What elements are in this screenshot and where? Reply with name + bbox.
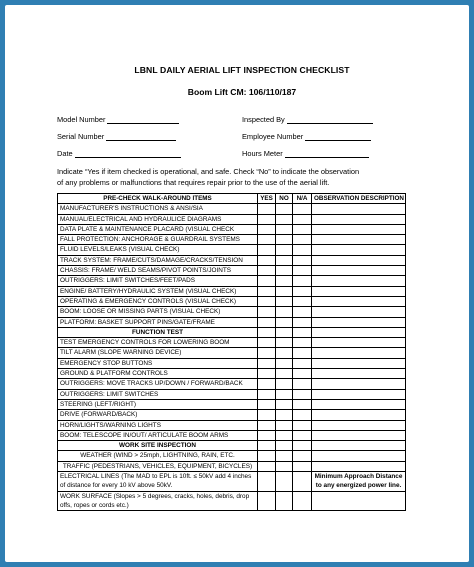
item-label: ENGINE/ BATTERY/HYDRAULIC SYSTEM (VISUAL CHECK) [58, 286, 258, 296]
header-na: N/A [293, 194, 312, 204]
no-cell[interactable] [276, 399, 293, 409]
yes-cell[interactable] [258, 255, 276, 265]
yes-cell[interactable] [258, 399, 276, 409]
observation-cell[interactable] [312, 245, 406, 255]
yes-cell[interactable] [258, 472, 276, 492]
instructions [57, 167, 427, 188]
section-header-row [58, 327, 406, 337]
na-cell[interactable] [293, 399, 312, 409]
na-cell[interactable] [293, 245, 312, 255]
no-cell[interactable] [276, 286, 293, 296]
item-label: HORN/LIGHTS/WARNING LIGHTS [58, 420, 258, 430]
observation-cell[interactable] [312, 286, 406, 296]
na-cell[interactable] [293, 472, 312, 492]
table-row [58, 338, 406, 348]
no-cell[interactable] [276, 255, 293, 265]
observation-cell[interactable] [312, 276, 406, 286]
na-cell[interactable] [293, 235, 312, 245]
na-cell[interactable] [293, 204, 312, 214]
na-cell[interactable] [293, 266, 312, 276]
observation-cell[interactable] [312, 491, 406, 511]
observation-cell[interactable] [312, 255, 406, 265]
na-cell[interactable] [293, 358, 312, 368]
na-cell[interactable] [293, 348, 312, 358]
no-cell[interactable] [276, 472, 293, 492]
table-header-row [58, 194, 406, 204]
observation-cell[interactable] [312, 235, 406, 245]
item-label: DRIVE (FORWARD/BACK) [58, 410, 258, 420]
document-title: LBNL DAILY AERIAL LIFT INSPECTION CHECKLIST [134, 65, 350, 75]
yes-cell[interactable] [258, 214, 276, 224]
no-cell[interactable] [276, 338, 293, 348]
na-cell[interactable] [293, 430, 312, 440]
no-cell[interactable] [276, 430, 293, 440]
no-cell[interactable] [276, 358, 293, 368]
electrical-lines-item: ELECTRICAL LINES (The MAD to EPL is 10ft. ≤ 50kV add 4 inches of distance for every 10 kV above 50kV. [58, 472, 258, 492]
header-no: NO [276, 194, 293, 204]
observation-cell[interactable] [312, 317, 406, 327]
table-row [58, 348, 406, 358]
item-label: PLATFORM: BASKET SUPPORT PINS/GATE/FRAME [58, 317, 258, 327]
worksite-title: WORK SITE INSPECTION [58, 441, 258, 451]
na-cell[interactable] [293, 286, 312, 296]
item-label: CHASSIS: FRAME/ WELD SEAMS/PIVOT POINTS/JOINTS [58, 266, 258, 276]
observation-cell[interactable] [312, 266, 406, 276]
date-line[interactable] [75, 149, 181, 158]
table-row [58, 266, 406, 276]
hours-meter-line[interactable] [285, 149, 369, 158]
observation-cell[interactable] [312, 399, 406, 409]
na-cell[interactable] [293, 491, 312, 511]
model-number-label: Model Number [57, 115, 106, 124]
na-cell[interactable] [293, 224, 312, 234]
employee-number-line[interactable] [305, 132, 371, 141]
table-row [58, 472, 406, 492]
table-row [58, 358, 406, 368]
serial-number-line[interactable] [106, 132, 176, 141]
observation-cell[interactable] [312, 204, 406, 214]
yes-cell[interactable] [258, 245, 276, 255]
no-cell[interactable] [276, 369, 293, 379]
observation-cell[interactable] [312, 296, 406, 306]
table-row [58, 317, 406, 327]
inspected-by-label: Inspected By [242, 115, 285, 124]
observation-cell[interactable] [312, 214, 406, 224]
no-cell[interactable] [276, 235, 293, 245]
no-cell[interactable] [276, 420, 293, 430]
section-header-row [58, 441, 406, 451]
observation-cell[interactable] [312, 420, 406, 430]
item-label: BOOM: TELESCOPE IN/OUT/ ARTICULATE BOOM ARMS [58, 430, 258, 440]
item-label: MANUAL/ELECTRICAL AND HYDRAULICE DIAGRAMS [58, 214, 258, 224]
table-row [58, 389, 406, 399]
no-cell[interactable] [276, 307, 293, 317]
table-body [58, 204, 406, 511]
yes-cell[interactable] [258, 224, 276, 234]
yes-cell[interactable] [258, 286, 276, 296]
observation-cell[interactable] [312, 224, 406, 234]
model-number-line[interactable] [107, 115, 179, 124]
yes-cell[interactable] [258, 451, 276, 461]
no-cell[interactable] [276, 410, 293, 420]
inspection-table [57, 193, 406, 511]
item-label: DATA PLATE & MAINTENANCE PLACARD (VISUAL CHECK [58, 224, 258, 234]
item-label: OPERATING & EMERGENCY CONTROLS (VISUAL CHECK) [58, 296, 258, 306]
table-row [58, 286, 406, 296]
na-cell[interactable] [293, 255, 312, 265]
table-row [58, 276, 406, 286]
table-row [58, 255, 406, 265]
observation-cell[interactable] [312, 389, 406, 399]
no-cell[interactable] [276, 214, 293, 224]
date-field[interactable] [57, 149, 242, 158]
yes-cell[interactable] [258, 276, 276, 286]
table-row [58, 214, 406, 224]
serial-number-field[interactable] [57, 132, 242, 141]
header-observation: OBSERVATION DESCRIPTION [312, 194, 406, 204]
na-cell[interactable] [293, 410, 312, 420]
na-cell[interactable] [293, 307, 312, 317]
traffic-item: TRAFFIC (PEDESTRIANS, VEHICLES, EQUIPMENT, BICYCLES) [58, 461, 258, 471]
observation-cell[interactable] [312, 358, 406, 368]
table-row [58, 430, 406, 440]
model-number-field[interactable] [57, 115, 242, 124]
table-row [58, 245, 406, 255]
serial-number-label: Serial Number [57, 132, 105, 141]
instructions-line-1: Indicate “Yes if item checked is operational, and safe. Check “No” to indicate the observation [57, 167, 360, 176]
no-cell[interactable] [276, 296, 293, 306]
mad-note: Minimum Approach Distance to any energized power line. [312, 472, 406, 492]
yes-cell[interactable] [258, 410, 276, 420]
header-fields [57, 107, 427, 158]
no-cell[interactable] [276, 389, 293, 399]
yes-cell[interactable] [258, 348, 276, 358]
item-label: OUTRIGGERS: MOVE TRACKS UP/DOWN / FORWARD/BACK [58, 379, 258, 389]
observation-cell[interactable] [312, 338, 406, 348]
no-cell[interactable] [276, 204, 293, 214]
hours-meter-label: Hours Meter [242, 149, 283, 158]
item-label: OUTRIGGERS: LIMIT SWITCHES/FEET/PADS [58, 276, 258, 286]
na-cell[interactable] [293, 420, 312, 430]
table-row [58, 461, 406, 471]
observation-cell[interactable] [312, 461, 406, 471]
yes-cell[interactable] [258, 491, 276, 511]
na-cell[interactable] [293, 389, 312, 399]
table-row [58, 420, 406, 430]
no-cell[interactable] [276, 461, 293, 471]
hours-meter-field[interactable] [242, 149, 427, 158]
na-cell[interactable] [293, 451, 312, 461]
item-label: STEERING (LEFT/RIGHT) [58, 399, 258, 409]
yes-cell[interactable] [258, 235, 276, 245]
na-cell[interactable] [293, 461, 312, 471]
table-row [58, 224, 406, 234]
table-row [58, 399, 406, 409]
employee-number-field[interactable] [242, 132, 427, 141]
table-row [58, 491, 406, 511]
table-row [58, 204, 406, 214]
item-label: BOOM: LOOSE OR MISSING PARTS (VISUAL CHECK) [58, 307, 258, 317]
yes-cell[interactable] [258, 296, 276, 306]
table-row [58, 235, 406, 245]
yes-cell[interactable] [258, 204, 276, 214]
table-row [58, 451, 406, 461]
work-surface-item: WORK SURFACE (Slopes > 5 degrees, cracks, holes, debris, drop offs, ropes or cords etc.) [58, 491, 258, 511]
item-label: GROUND & PLATFORM CONTROLS [58, 369, 258, 379]
item-label: OUTRIGGERS: LIMIT SWITCHES [58, 389, 258, 399]
na-cell[interactable] [293, 338, 312, 348]
item-label: FALL PROTECTION: ANCHORAGE & GUARDRAIL SYSTEMS [58, 235, 258, 245]
yes-cell[interactable] [258, 317, 276, 327]
yes-cell[interactable] [258, 358, 276, 368]
header-yes: YES [258, 194, 276, 204]
instructions-line-2: of any problems or malfunctions that requires repair prior to the use of the aerial lift. [57, 177, 330, 187]
table-row [58, 307, 406, 317]
yes-cell[interactable] [258, 461, 276, 471]
inspected-by-field[interactable] [242, 115, 427, 124]
observation-cell[interactable] [312, 348, 406, 358]
yes-cell[interactable] [258, 338, 276, 348]
no-cell[interactable] [276, 266, 293, 276]
no-cell[interactable] [276, 276, 293, 286]
yes-cell[interactable] [258, 266, 276, 276]
observation-cell[interactable] [312, 410, 406, 420]
table-row [58, 410, 406, 420]
observation-cell[interactable] [312, 451, 406, 461]
no-cell[interactable] [276, 245, 293, 255]
observation-cell[interactable] [312, 430, 406, 440]
no-cell[interactable] [276, 451, 293, 461]
observation-cell[interactable] [312, 307, 406, 317]
no-cell[interactable] [276, 348, 293, 358]
function-test-title: FUNCTION TEST [58, 327, 258, 337]
table-row [58, 379, 406, 389]
yes-cell[interactable] [258, 430, 276, 440]
na-cell[interactable] [293, 369, 312, 379]
item-label: TRACK SYSTEM: FRAME/CUTS/DAMAGE/CRACKS/TENSION [58, 255, 258, 265]
page-frame [5, 5, 469, 562]
na-cell[interactable] [293, 317, 312, 327]
inspected-by-line[interactable] [287, 115, 373, 124]
yes-cell[interactable] [258, 389, 276, 399]
observation-cell[interactable] [312, 369, 406, 379]
item-label: FLUID LEVELS/LEAKS (VISUAL CHECK) [58, 245, 258, 255]
item-label: EMERGENCY STOP BUTTONS [58, 358, 258, 368]
yes-cell[interactable] [258, 379, 276, 389]
observation-cell[interactable] [312, 379, 406, 389]
yes-cell[interactable] [258, 420, 276, 430]
no-cell[interactable] [276, 317, 293, 327]
yes-cell[interactable] [258, 307, 276, 317]
yes-cell[interactable] [258, 369, 276, 379]
header-items: PRE-CHECK WALK-AROUND ITEMS [58, 194, 258, 204]
no-cell[interactable] [276, 224, 293, 234]
table-row [58, 296, 406, 306]
date-label: Date [57, 149, 73, 158]
na-cell[interactable] [293, 379, 312, 389]
item-label: TEST EMERGENCY CONTROLS FOR LOWERING BOOM [58, 338, 258, 348]
item-label: MANUFACTURER'S INSTRUCTIONS & ANSI/SIA [58, 204, 258, 214]
na-cell[interactable] [293, 214, 312, 224]
na-cell[interactable] [293, 276, 312, 286]
table-row [58, 369, 406, 379]
weather-item: WEATHER (WIND > 25mph, LIGHTNING, RAIN, ETC. [58, 451, 258, 461]
no-cell[interactable] [276, 379, 293, 389]
na-cell[interactable] [293, 296, 312, 306]
no-cell[interactable] [276, 491, 293, 511]
document-subtitle: Boom Lift CM: 106/110/187 [187, 87, 297, 97]
item-label: TILT ALARM (SLOPE WARNING DEVICE) [58, 348, 258, 358]
employee-number-label: Employee Number [242, 132, 304, 141]
checklist-document [57, 65, 427, 511]
